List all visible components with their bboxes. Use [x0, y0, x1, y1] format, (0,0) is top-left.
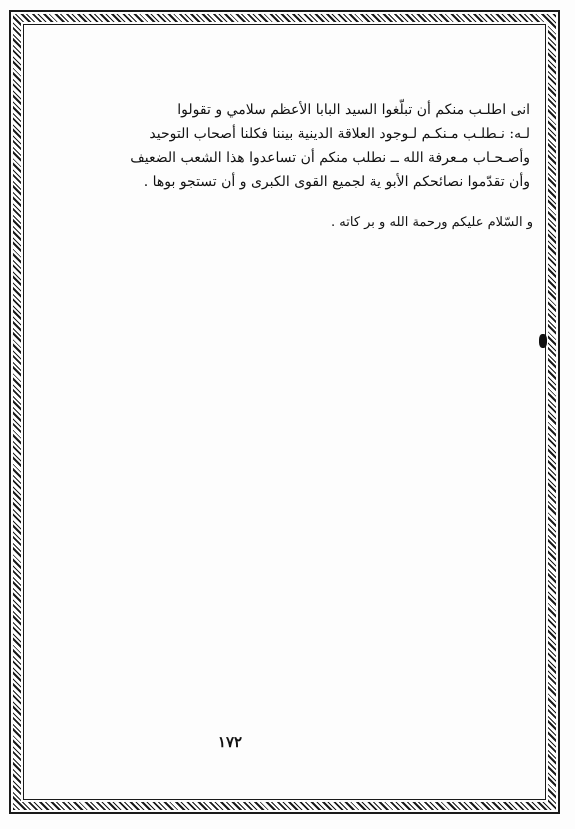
closing-salutation: و السّلام عليكم ورحمة الله و بر كاته .: [331, 215, 533, 230]
paragraph-line: وأصـحـاب مـعرفة الله ــ نطلب منكم أن تساعدوا هذا الشعب الضعيف: [130, 150, 530, 166]
paragraph-line: لـه: نـطلـب مـنكـم لـوجود العلاقة الدينية بيننا فكلنا أصحاب التوحيد: [149, 126, 530, 142]
page-number: ١٧٢: [217, 733, 243, 751]
body-paragraph: [60, 98, 530, 194]
ink-mark: [539, 334, 547, 348]
paragraph-line: انى اطلـب منكم أن تبلّغوا السيد البابا الأعظم سلامي و تقولوا: [177, 102, 530, 118]
paragraph-line: وأن تقدّموا نصائحكم الأبو ية لجميع القوى الكبرى و أن تستجو بوها .: [143, 174, 530, 190]
